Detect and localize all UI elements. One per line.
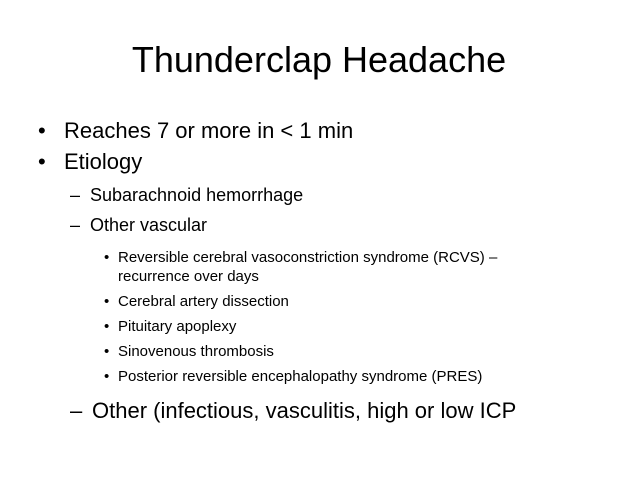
bullet-marker: • xyxy=(104,293,110,310)
dash-marker: – xyxy=(70,215,81,235)
sub-sub-bullet-text: Pituitary apoplexy xyxy=(118,318,237,335)
dash-marker: – xyxy=(70,185,81,205)
sub-bullet-text: Other vascular xyxy=(90,215,208,235)
sub-sub-bullet-text: recurrence over days xyxy=(118,268,259,285)
sub-bullet-text: Subarachnoid hemorrhage xyxy=(90,185,304,205)
bullet-marker: • xyxy=(104,249,110,266)
bullet-text: Reaches 7 or more in < 1 min xyxy=(64,118,354,143)
sub-sub-bullet-text: Cerebral artery dissection xyxy=(118,293,289,310)
bullet-marker: • xyxy=(38,149,46,174)
slide-title: Thunderclap Headache xyxy=(131,39,507,80)
sub-sub-bullet-text: Sinovenous thrombosis xyxy=(118,343,274,360)
sub-sub-bullet-text: Posterior reversible encephalopathy syndrome (PRES) xyxy=(118,368,483,385)
bullet-marker: • xyxy=(38,118,46,143)
bullet-marker: • xyxy=(104,343,110,360)
bullet-marker: • xyxy=(104,368,110,385)
dash-marker: – xyxy=(70,398,83,423)
sub-bullet-text: Other (infectious, vasculitis, high or low ICP xyxy=(92,398,517,423)
bullet-text: Etiology xyxy=(64,149,143,174)
sub-sub-bullet-text: Reversible cerebral vasoconstriction syndrome (RCVS) – xyxy=(118,249,498,266)
bullet-marker: • xyxy=(104,318,110,335)
